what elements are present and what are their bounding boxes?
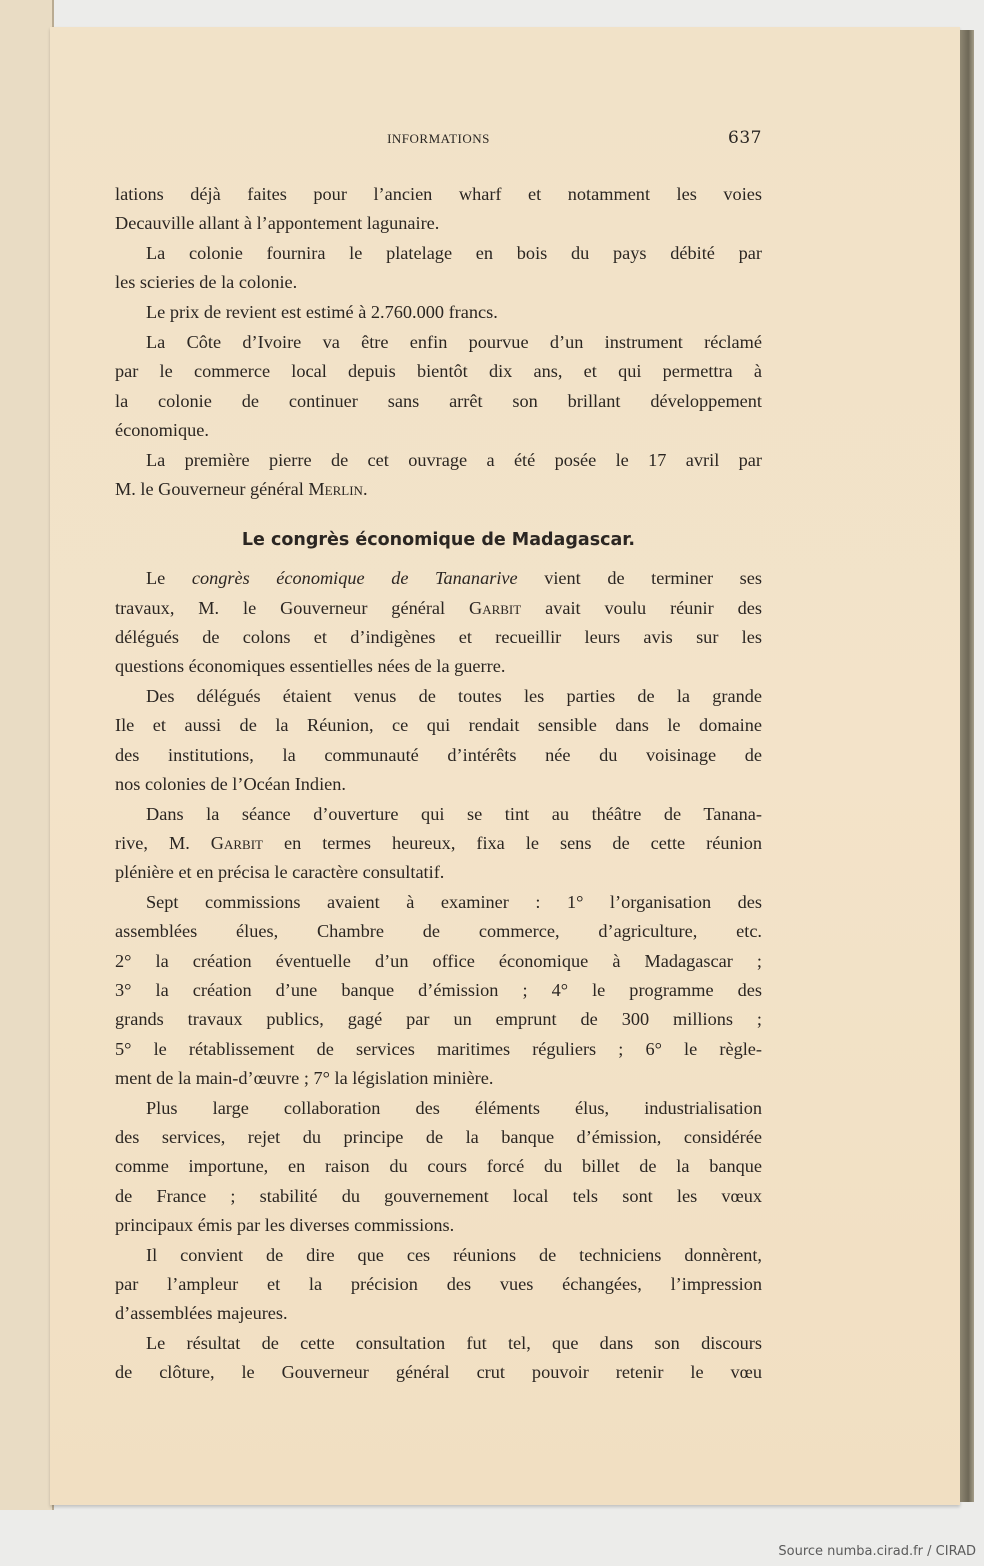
- section-heading: Le congrès économique de Madagascar.: [241, 530, 636, 551]
- text-run: M. le Gouverneur général: [115, 478, 309, 499]
- text-line: [115, 564, 762, 593]
- text-line: [115, 917, 762, 946]
- text-run: en termes heureux, fixa le sens de cette réunion: [263, 832, 762, 853]
- paragraph: [115, 446, 762, 505]
- text-line: [115, 800, 762, 829]
- text-run: Le: [146, 568, 192, 589]
- text-run: avait voulu réunir des: [521, 597, 762, 618]
- text-run: principaux émis par les diverses commissions.: [115, 1214, 455, 1235]
- text-line: [115, 268, 762, 297]
- text-run: Plus large collaboration des éléments élus, industrialisation: [146, 1097, 762, 1118]
- text-run: de France ; stabilité du gouvernement local tels sont les vœux: [115, 1185, 762, 1206]
- text-run: travaux, M. le Gouverneur général: [115, 597, 469, 618]
- text-line: [115, 1358, 762, 1387]
- text-run: d’assemblées majeures.: [115, 1303, 288, 1324]
- text-line: [115, 858, 762, 887]
- paragraph: [115, 888, 762, 1093]
- text-run: rive, M.: [115, 832, 211, 853]
- text-run: délégués de colons et d’indigènes et recueillir leurs avis sur les: [115, 626, 762, 647]
- text-run: Il convient de dire que ces réunions de techniciens donnèrent,: [146, 1244, 762, 1265]
- text-line: [115, 1094, 762, 1123]
- text-run: La Côte d’Ivoire va être enfin pourvue d’un instrument réclamé: [146, 331, 762, 352]
- text-line: [115, 209, 762, 238]
- text-line: [115, 741, 762, 770]
- text-run: vient de terminer ses: [517, 568, 762, 589]
- paragraph: [115, 1094, 762, 1240]
- text-run: nos colonies de l’Océan Indien.: [115, 773, 346, 794]
- paragraph: [115, 239, 762, 298]
- text-line: [115, 770, 762, 799]
- text-run: Dans la séance d’ouverture qui se tint au théâtre de Tanana-: [146, 803, 762, 824]
- text-line: [115, 446, 762, 475]
- text-line: [115, 623, 762, 652]
- text-line: [115, 1241, 762, 1270]
- text-run: plénière et en précisa le caractère consultatif.: [115, 862, 445, 883]
- text-line: [115, 475, 762, 504]
- text-line: [115, 180, 762, 209]
- running-title: INFORMATIONS: [387, 131, 490, 146]
- text-run: comme importune, en raison du cours forcé du billet de la banque: [115, 1156, 762, 1177]
- text-run: de clôture, le Gouverneur général crut pouvoir retenir le vœu: [115, 1362, 762, 1383]
- source-credit: Source numba.cirad.fr / CIRAD: [778, 1544, 976, 1559]
- page-stack-edge: [960, 30, 974, 1502]
- text-run: grands travaux publics, gagé par un emprunt de 300 millions ;: [115, 1009, 762, 1030]
- text-line: [115, 976, 762, 1005]
- text-run: lations déjà faites pour l’ancien wharf et notamment les voies: [115, 184, 762, 204]
- text-line: [115, 829, 762, 858]
- text-run: Le résultat de cette consultation fut tel, que dans son discours: [146, 1332, 762, 1353]
- text-line: [115, 357, 762, 386]
- text-line: [115, 711, 762, 740]
- paragraph: [115, 564, 762, 681]
- text-line: [115, 594, 762, 623]
- text-line: [115, 298, 762, 327]
- small-caps-name: Garbit: [469, 597, 522, 618]
- italic-phrase: congrès économique de Tananarive: [191, 568, 518, 589]
- running-header: [115, 128, 762, 153]
- text-run: par l’ampleur et la précision des vues échangées, l’impression: [115, 1273, 762, 1294]
- text-run: des services, rejet du principe de la banque d’émission, considérée: [115, 1126, 762, 1147]
- text-run: Ile et aussi de la Réunion, ce qui rendait sensible dans le domaine: [115, 715, 762, 736]
- facing-page-edge: [0, 0, 54, 1510]
- text-line: [115, 682, 762, 711]
- text-line: [115, 1152, 762, 1181]
- text-run: questions économiques essentielles nées de la guerre.: [115, 656, 506, 677]
- small-caps-name: Garbit: [210, 832, 263, 853]
- text-line: [115, 1182, 762, 1211]
- text-run: des institutions, la communauté d’intérêts née du voisinage de: [115, 744, 762, 765]
- text-run: assemblées élues, Chambre de commerce, d’agriculture, etc.: [115, 921, 762, 942]
- text-run: La colonie fournira le platelage en bois du pays débité par: [146, 243, 762, 264]
- paragraph: [115, 180, 762, 239]
- text-run: 2° la création éventuelle d’un office économique à Madagascar ;: [115, 950, 762, 971]
- text-line: [115, 652, 762, 681]
- paragraph: [115, 1329, 762, 1388]
- paragraph: [115, 1241, 762, 1329]
- body-text: [115, 180, 762, 1388]
- paragraph: [115, 298, 762, 327]
- paragraph: [115, 682, 762, 799]
- text-run: Des délégués étaient venus de toutes les parties de la grande: [146, 685, 762, 706]
- text-line: [115, 1064, 762, 1093]
- text-line: [115, 416, 762, 445]
- text-line: [115, 1329, 762, 1358]
- text-line: [115, 1299, 762, 1328]
- paragraph: [115, 328, 762, 445]
- text-line: [115, 1270, 762, 1299]
- text-run: .: [362, 478, 368, 499]
- text-line: [115, 328, 762, 357]
- text-line: [115, 239, 762, 268]
- text-run: économique.: [115, 419, 209, 440]
- text-line: [115, 1035, 762, 1064]
- text-run: Le prix de revient est estimé à 2.760.000 francs.: [146, 302, 498, 323]
- text-run: Sept commissions avaient à examiner : 1° l’organisation des: [146, 892, 762, 913]
- text-line: [115, 1211, 762, 1240]
- paragraph: [115, 800, 762, 888]
- text-line: [115, 387, 762, 416]
- text-run: Decauville allant à l’appontement lagunaire.: [115, 213, 440, 234]
- text-run: La première pierre de cet ouvrage a été posée le 17 avril par: [146, 449, 762, 470]
- text-run: les scieries de la colonie.: [115, 272, 298, 293]
- text-line: [115, 888, 762, 917]
- text-line: [115, 1005, 762, 1034]
- text-run: ment de la main-d’œuvre ; 7° la législation minière.: [115, 1067, 494, 1088]
- text-run: 5° le rétablissement de services maritimes réguliers ; 6° le règle-: [115, 1038, 762, 1059]
- small-caps-name: Merlin: [308, 478, 363, 499]
- text-run: 3° la création d’une banque d’émission ; 4° le programme des: [115, 979, 762, 1000]
- text-line: [115, 947, 762, 976]
- page-number: 637: [728, 128, 762, 148]
- text-run: la colonie de continuer sans arrêt son brillant développement: [115, 390, 762, 411]
- text-line: [115, 1123, 762, 1152]
- text-run: par le commerce local depuis bientôt dix ans, et qui permettra à: [115, 361, 762, 382]
